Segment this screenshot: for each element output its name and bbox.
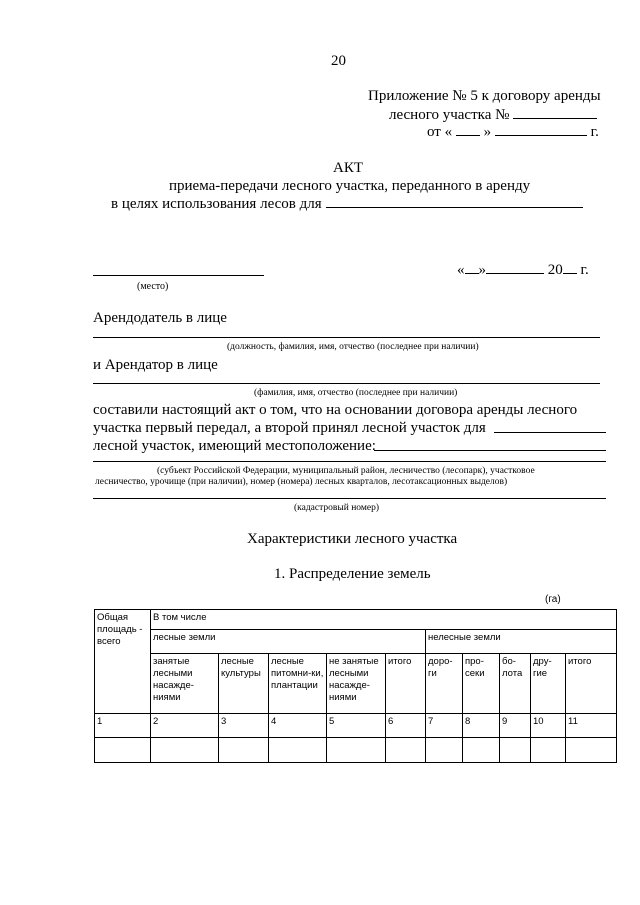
column-header: не занятые лесными насажде-ниями bbox=[327, 654, 386, 713]
date-line bbox=[457, 261, 589, 279]
table-number-row bbox=[95, 713, 617, 737]
date-year-blank bbox=[563, 261, 577, 274]
column-number: 3 bbox=[219, 713, 269, 737]
cadastral-blank bbox=[93, 498, 606, 499]
section-title: Характеристики лесного участка bbox=[247, 531, 458, 547]
column-number: 1 bbox=[95, 713, 151, 737]
including-header: В том числе bbox=[151, 610, 617, 630]
act-purpose-line bbox=[111, 196, 322, 213]
column-header: занятые лесными насажде-ниями bbox=[151, 654, 219, 713]
forest-lands-header: лесные земли bbox=[151, 630, 426, 654]
date-day-blank bbox=[465, 261, 479, 274]
column-number: 2 bbox=[151, 713, 219, 737]
empty-cell bbox=[151, 737, 219, 762]
appendix-line-3 bbox=[427, 123, 599, 141]
column-number: 11 bbox=[566, 713, 617, 737]
column-number: 6 bbox=[386, 713, 426, 737]
place-blank bbox=[93, 275, 264, 276]
location-caption-line-2: лесничество, урочище (при наличии), номер (номера) лесных кварталов, лесотаксационных выделов) bbox=[95, 477, 508, 487]
lessor-caption: (должность, фамилия, имя, отчество (последнее при наличии) bbox=[227, 342, 479, 352]
lessor-blank bbox=[93, 337, 600, 338]
empty-cell bbox=[386, 737, 426, 762]
subsection-title: 1. Распределение земель bbox=[274, 566, 431, 582]
location-blank-2 bbox=[93, 461, 606, 462]
column-number: 7 bbox=[426, 713, 463, 737]
column-header: лесные культуры bbox=[219, 654, 269, 713]
act-title: АКТ bbox=[333, 160, 363, 176]
place-caption: (место) bbox=[137, 281, 169, 292]
act-purpose-label: в целях использования лесов для bbox=[111, 196, 322, 212]
column-number: 8 bbox=[463, 713, 500, 737]
location-caption-line-1: (субъект Российской Федерации, муниципальный район, лесничество (лесопарк), участковое bbox=[157, 466, 535, 476]
empty-cell bbox=[95, 737, 151, 762]
column-header: лесные питомни-ки, плантации bbox=[269, 654, 327, 713]
table-header-row-1 bbox=[95, 610, 617, 630]
lessee-blank bbox=[93, 383, 600, 384]
body-line-2: участка первый передал, а второй принял лесной участок для bbox=[93, 420, 486, 436]
table-header-row-2 bbox=[95, 630, 617, 654]
column-number: 5 bbox=[327, 713, 386, 737]
column-header: итого bbox=[386, 654, 426, 713]
appendix-line-2 bbox=[389, 106, 597, 124]
column-header: доро-ги bbox=[426, 654, 463, 713]
land-distribution-table bbox=[94, 609, 617, 763]
empty-cell bbox=[566, 737, 617, 762]
month-year-blank bbox=[495, 123, 587, 136]
appendix-contract-label: лесного участка № bbox=[389, 107, 510, 123]
purpose-use-blank bbox=[494, 432, 606, 433]
date-year-prefix: 20 bbox=[547, 262, 563, 278]
column-header: про-секи bbox=[463, 654, 500, 713]
appendix-from-label: от « bbox=[427, 124, 453, 140]
nonforest-lands-header: нелесные земли bbox=[426, 630, 617, 654]
total-area-header: Общая площадь - всего bbox=[95, 610, 151, 714]
body-line-3: лесной участок, имеющий местоположение: bbox=[93, 438, 376, 454]
date-close-quote: » bbox=[478, 262, 486, 278]
empty-cell bbox=[463, 737, 500, 762]
empty-cell bbox=[500, 737, 531, 762]
empty-cell bbox=[531, 737, 566, 762]
column-header: дру-гие bbox=[531, 654, 566, 713]
empty-cell bbox=[426, 737, 463, 762]
date-open-quote: « bbox=[457, 262, 465, 278]
act-subtitle: приема-передачи лесного участка, переданного в аренду bbox=[169, 178, 531, 194]
column-number: 9 bbox=[500, 713, 531, 737]
column-header: бо-лота bbox=[500, 654, 531, 713]
lessor-label: Арендодатель в лице bbox=[93, 310, 227, 326]
appendix-year-suffix: г. bbox=[590, 124, 599, 140]
unit-label: (га) bbox=[545, 594, 561, 605]
date-year-suffix: г. bbox=[580, 262, 589, 278]
column-number: 4 bbox=[269, 713, 327, 737]
column-number: 10 bbox=[531, 713, 566, 737]
lessee-caption: (фамилия, имя, отчество (последнее при наличии) bbox=[254, 388, 458, 398]
location-blank-1 bbox=[374, 450, 606, 451]
empty-cell bbox=[219, 737, 269, 762]
table-empty-row bbox=[95, 737, 617, 762]
column-header: итого bbox=[566, 654, 617, 713]
page-number: 20 bbox=[331, 53, 346, 69]
empty-cell bbox=[327, 737, 386, 762]
appendix-line-1: Приложение № 5 к договору аренды bbox=[368, 88, 601, 104]
table-header-row-3 bbox=[95, 654, 617, 713]
appendix-quote-close: » bbox=[483, 124, 492, 140]
empty-cell bbox=[269, 737, 327, 762]
lessee-label: и Арендатор в лице bbox=[93, 357, 218, 373]
cadastral-caption: (кадастровый номер) bbox=[294, 503, 380, 513]
body-line-1: составили настоящий акт о том, что на основании договора аренды лесного bbox=[93, 402, 578, 418]
contract-number-blank bbox=[513, 106, 597, 119]
date-month-blank bbox=[486, 261, 544, 274]
purpose-blank bbox=[326, 207, 583, 208]
day-blank bbox=[456, 123, 480, 136]
